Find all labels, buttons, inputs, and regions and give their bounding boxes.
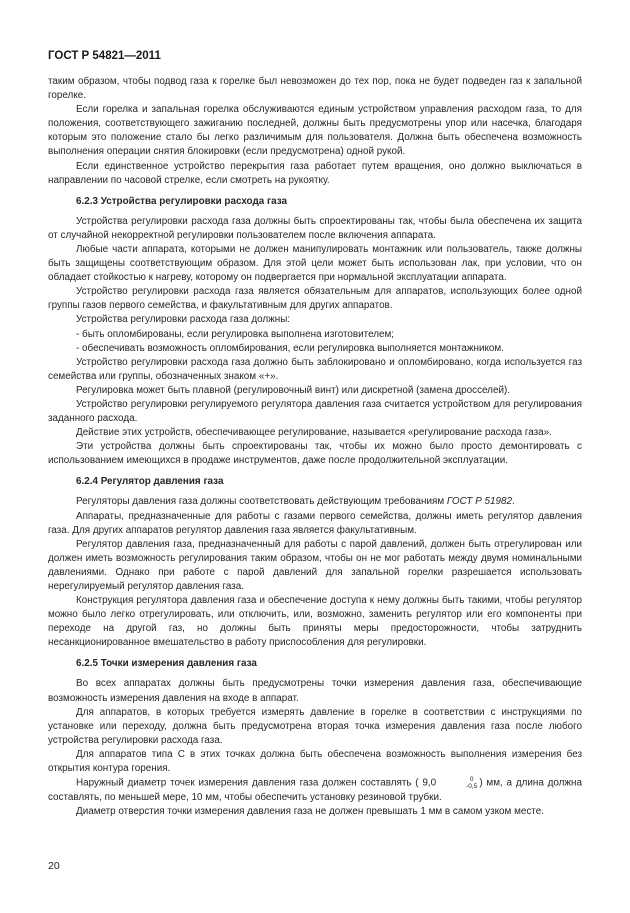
- paragraph: Для аппаратов, в которых требуется измерять давление в горелке в соответствии с инструкциями по установке или переходу, должна быть предусмотрена вторая точка измерения давления газа после любого устройства регулировки расхода газа.: [48, 706, 582, 746]
- paragraph: Диаметр отверстия точки измерения давления газа не должен превышать 1 мм в самом узком месте.: [76, 805, 544, 817]
- paragraph: [48, 776, 582, 805]
- paragraph: Если единственное устройство перекрытия газа работает путем вращения, оно должно выключаться в направлении по часовой стрелке, если смотреть на рукоятку.: [48, 160, 582, 186]
- page-number: 20: [48, 860, 60, 872]
- paragraph: Во всех аппаратах должны быть предусмотрены точки измерения давления газа, обеспечивающие возможность измерения давления на входе в аппарат.: [48, 678, 582, 704]
- paragraph: Устройство регулировки расхода газа должно быть заблокировано и опломбировано, когда используется газ семейства или группы, обозначенных знаком «+».: [48, 356, 582, 382]
- paragraph: Аппараты, предназначенные для работы с газами первого семейства, должны иметь регулятор давления газа. Для других аппаратов регулятор давления газа является факультативным.: [48, 510, 582, 536]
- paragraph: Эти устройства должны быть спроектированы так, чтобы их можно было просто демонтировать с использованием имеющихся в продаже инструментов, даже после продолжительной эксплуатации.: [48, 441, 582, 467]
- paragraph: Действие этих устройств, обеспечивающее регулирование, называется «регулирование расхода газа».: [76, 427, 552, 439]
- tolerance-upper: 0: [469, 776, 474, 784]
- standard-reference: ГОСТ Р 51982: [446, 496, 512, 508]
- diameter-text: Наружный диаметр точек измерения давления газа должен составлять (: [76, 777, 419, 789]
- document-body: [48, 75, 582, 819]
- paragraph: Устройства регулировки расхода газа должны:: [76, 314, 291, 326]
- standard-header: ГОСТ Р 54821—2011: [48, 50, 161, 62]
- paragraph: Устройства регулировки расхода газа должны быть спроектированы так, чтобы была обеспечена их защита от случайной некорректной регулировки пользователем после включения аппарата.: [48, 215, 582, 241]
- list-item: - обеспечивать возможность опломбирования, если регулировка выполняется монтажником.: [76, 342, 504, 354]
- section-heading-6-2-5: 6.2.5 Точки измерения давления газа: [76, 658, 257, 670]
- diameter-value: 9,0: [422, 777, 437, 789]
- paragraph: таким образом, чтобы подвод газа к горелке был невозможен до тех пор, пока не будет подведен газ к запальной горелке.: [48, 76, 582, 102]
- section-heading-6-2-4: 6.2.4 Регулятор давления газа: [76, 476, 224, 488]
- paragraph: Любые части аппарата, которыми не должен манипулировать монтажник или пользователь, также должны быть защищены соответствующим образом. Для этой цели может быть использован лак, при условии, что он обладает стойкостью к нагреву, которому он подвергается при нормальной эксплуатации аппарата.: [48, 243, 582, 284]
- paragraph: [48, 495, 582, 509]
- paragraph: Если горелка и запальная горелка обслуживаются единым устройством управления расходом газа, то для положения, соответствующего зажиганию последней, должны быть предусмотрены упор или насечка, благодаря которым это положение стало бы легко различимым для пользователя. Должна быть обеспечена возможность выполнения операции снятия блокировки (если предусмотрена) одной рукой.: [48, 104, 582, 158]
- paragraph-text: Регуляторы давления газа должны соответствовать действующим требованиям: [76, 496, 447, 508]
- list-item: - быть опломбированы, если регулировка выполнена изготовителем;: [76, 328, 395, 340]
- paragraph: Конструкция регулятора давления газа и обеспечение доступа к нему должны быть такими, чтобы регулятор можно было легко отрегулировать, или отключить, или, возможно, заменить регулятор или его компоненты при переходе на другой газ, но должны быть приняты меры предосторожности, чтобы затруднить несанкционированное вмешательство в работу приспособления для регулировки.: [48, 595, 582, 649]
- paragraph-end: .: [511, 496, 515, 508]
- diameter-text-end: ) мм, а длина должна составлять, по меньшей мере, 10 мм, чтобы обеспечить установку резиновой трубки.: [48, 777, 582, 803]
- paragraph: Устройство регулировки расхода газа является обязательным для аппаратов, использующих более одной группы газов первого семейства, и факультативным для других аппаратов.: [48, 286, 582, 312]
- paragraph: Для аппаратов типа С в этих точках должна быть обеспечена возможность выполнения измерения без открытия контура горения.: [48, 748, 582, 775]
- tolerance: [438, 776, 477, 790]
- paragraph: Регулятор давления газа, предназначенный для работы с парой давлений, должен быть отрегулирован или должен иметь возможность регулирования таким образом, чтобы он не мог работать между двумя номинальными давлениями. Однако при работе с парой давлений для запальной горелки разрешается использовать нерегулируемый регулятор давления газа.: [48, 538, 582, 592]
- paragraph: Регулировка может быть плавной (регулировочный винт) или дискретной (замена дросселей).: [76, 384, 510, 396]
- paragraph: Устройство регулировки регулируемого регулятора давления газа считается устройством для регулирования заданного расхода.: [48, 398, 582, 425]
- section-heading-6-2-3: 6.2.3 Устройства регулировки расхода газа: [76, 195, 287, 207]
- tolerance-lower: -0,5: [466, 783, 478, 791]
